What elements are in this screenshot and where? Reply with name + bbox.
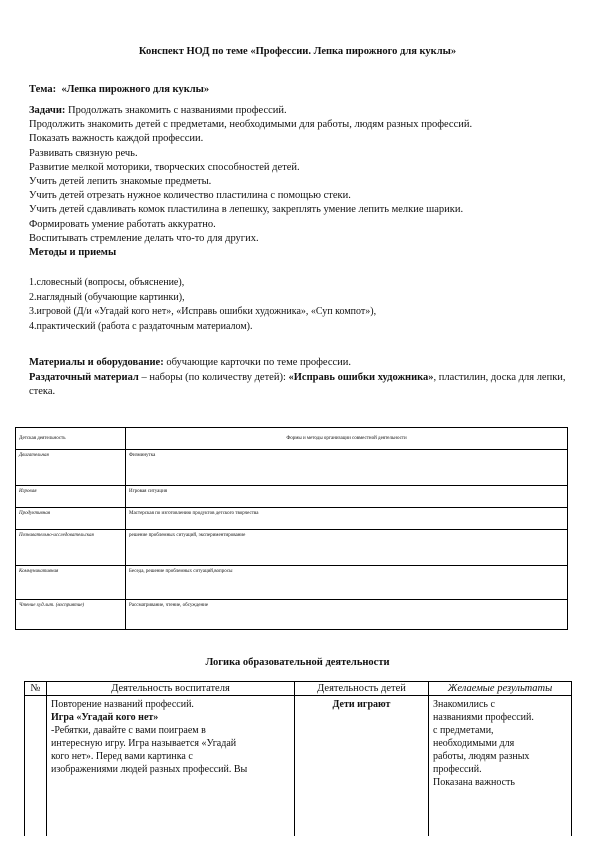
handout-game: «Исправь ошибки художника» (288, 371, 434, 383)
task-line: Развитие мелкой моторики, творческих способностей детей. (29, 161, 300, 173)
topic-value: «Лепка пирожного для куклы» (61, 84, 210, 95)
logic-title: Логика образовательной деятельности (205, 657, 390, 668)
task-line: Воспитывать стремление делать что-то для других. (29, 232, 259, 244)
document-title: Конспект НОД по теме «Профессии. Лепка пирожного для куклы» (138, 46, 457, 57)
materials-label: Материалы и оборудование: (29, 357, 164, 368)
task-line: Продолжить знакомить детей с предметами, необходимыми для работы, людям разных профессий. (29, 119, 473, 131)
task-line: Учить детей сдавливать комок пластилина в лепешку, закреплять умение лепить мелкие шарики. (29, 204, 464, 216)
methods-list (29, 276, 569, 334)
table-row: Игровая Игровая ситуация (16, 486, 568, 508)
table-row: Продуктивная Мастерская по изготовлению продуктов детского творчества (16, 508, 568, 530)
table-header: Деятельность воспитателя (47, 682, 295, 696)
method-item: 4.практический (работа с раздаточным материалом). (29, 320, 253, 332)
teacher-activity: Повторение названий профессий. Игра «Угадай кого нет» -Ребятки, давайте с вами поиграем в интересную игру. Игра называется «Угадай кого нет». Перед вами картинка с изображениями людей разных профессий. Вы (47, 696, 295, 836)
children-activity: Дети играют (295, 696, 429, 836)
method-item: 1.словесный (вопросы, объяснение), (29, 277, 185, 288)
materials-text: обучающие карточки по теме профессии. (166, 357, 352, 368)
handout-text: – наборы (по количеству детей): (141, 371, 286, 383)
handout-label: Раздаточный материал (29, 371, 139, 383)
materials-section (29, 356, 574, 400)
table-header: № (25, 682, 47, 696)
table-row: Коммуникативная Беседа, решение проблемных ситуаций,вопросы (16, 566, 568, 600)
task-line: Учить детей лепить знакомые предметы. (29, 176, 212, 188)
tasks-section (29, 104, 569, 260)
table-header: Детская деятельность (16, 428, 126, 450)
table-row: Познавательно-исследовательская решение проблемных ситуаций, экспериментирование (16, 530, 568, 566)
table-header: Желаемые результаты (429, 682, 572, 696)
table-row: Двигательная Физминутка (16, 450, 568, 486)
task-line: Показать важность каждой профессии. (29, 133, 204, 145)
tasks-first: Продолжать знакомить с названиями профессий. (68, 105, 287, 116)
method-item: 3.игровой (Д/и «Угадай кого нет», «Исправь ошибки художника», «Суп компот»), (29, 306, 377, 317)
task-line: Формировать умение работать аккуратно. (29, 218, 216, 230)
desired-results: Знакомились с названиями профессий. с предметами, необходимыми для работы, людям разных профессий. Показана важность (429, 696, 572, 836)
logic-table (24, 681, 572, 836)
table-header: Деятельность детей (295, 682, 429, 696)
method-item: 2.наглядный (обучающие картинки), (29, 291, 185, 303)
topic-label: Тема: (29, 84, 57, 95)
topic-line (29, 84, 209, 95)
methods-label: Методы и приемы (29, 247, 117, 259)
task-line: Развивать связную речь. (29, 147, 138, 159)
task-line: Учить детей отрезать нужное количество пластилина с помощью стеки. (29, 190, 351, 202)
handout-text-end: , пластилин, доска для лепки, стека. (29, 371, 566, 397)
table-row: Чтение худ.лит. (восприятие) Рассматривание, чтение, обсуждение (16, 600, 568, 630)
table-row (25, 696, 572, 836)
table-header: Формы и методы организации совместной деятельности (126, 428, 568, 450)
tasks-label: Задачи: (29, 105, 66, 116)
activities-table (15, 427, 568, 630)
